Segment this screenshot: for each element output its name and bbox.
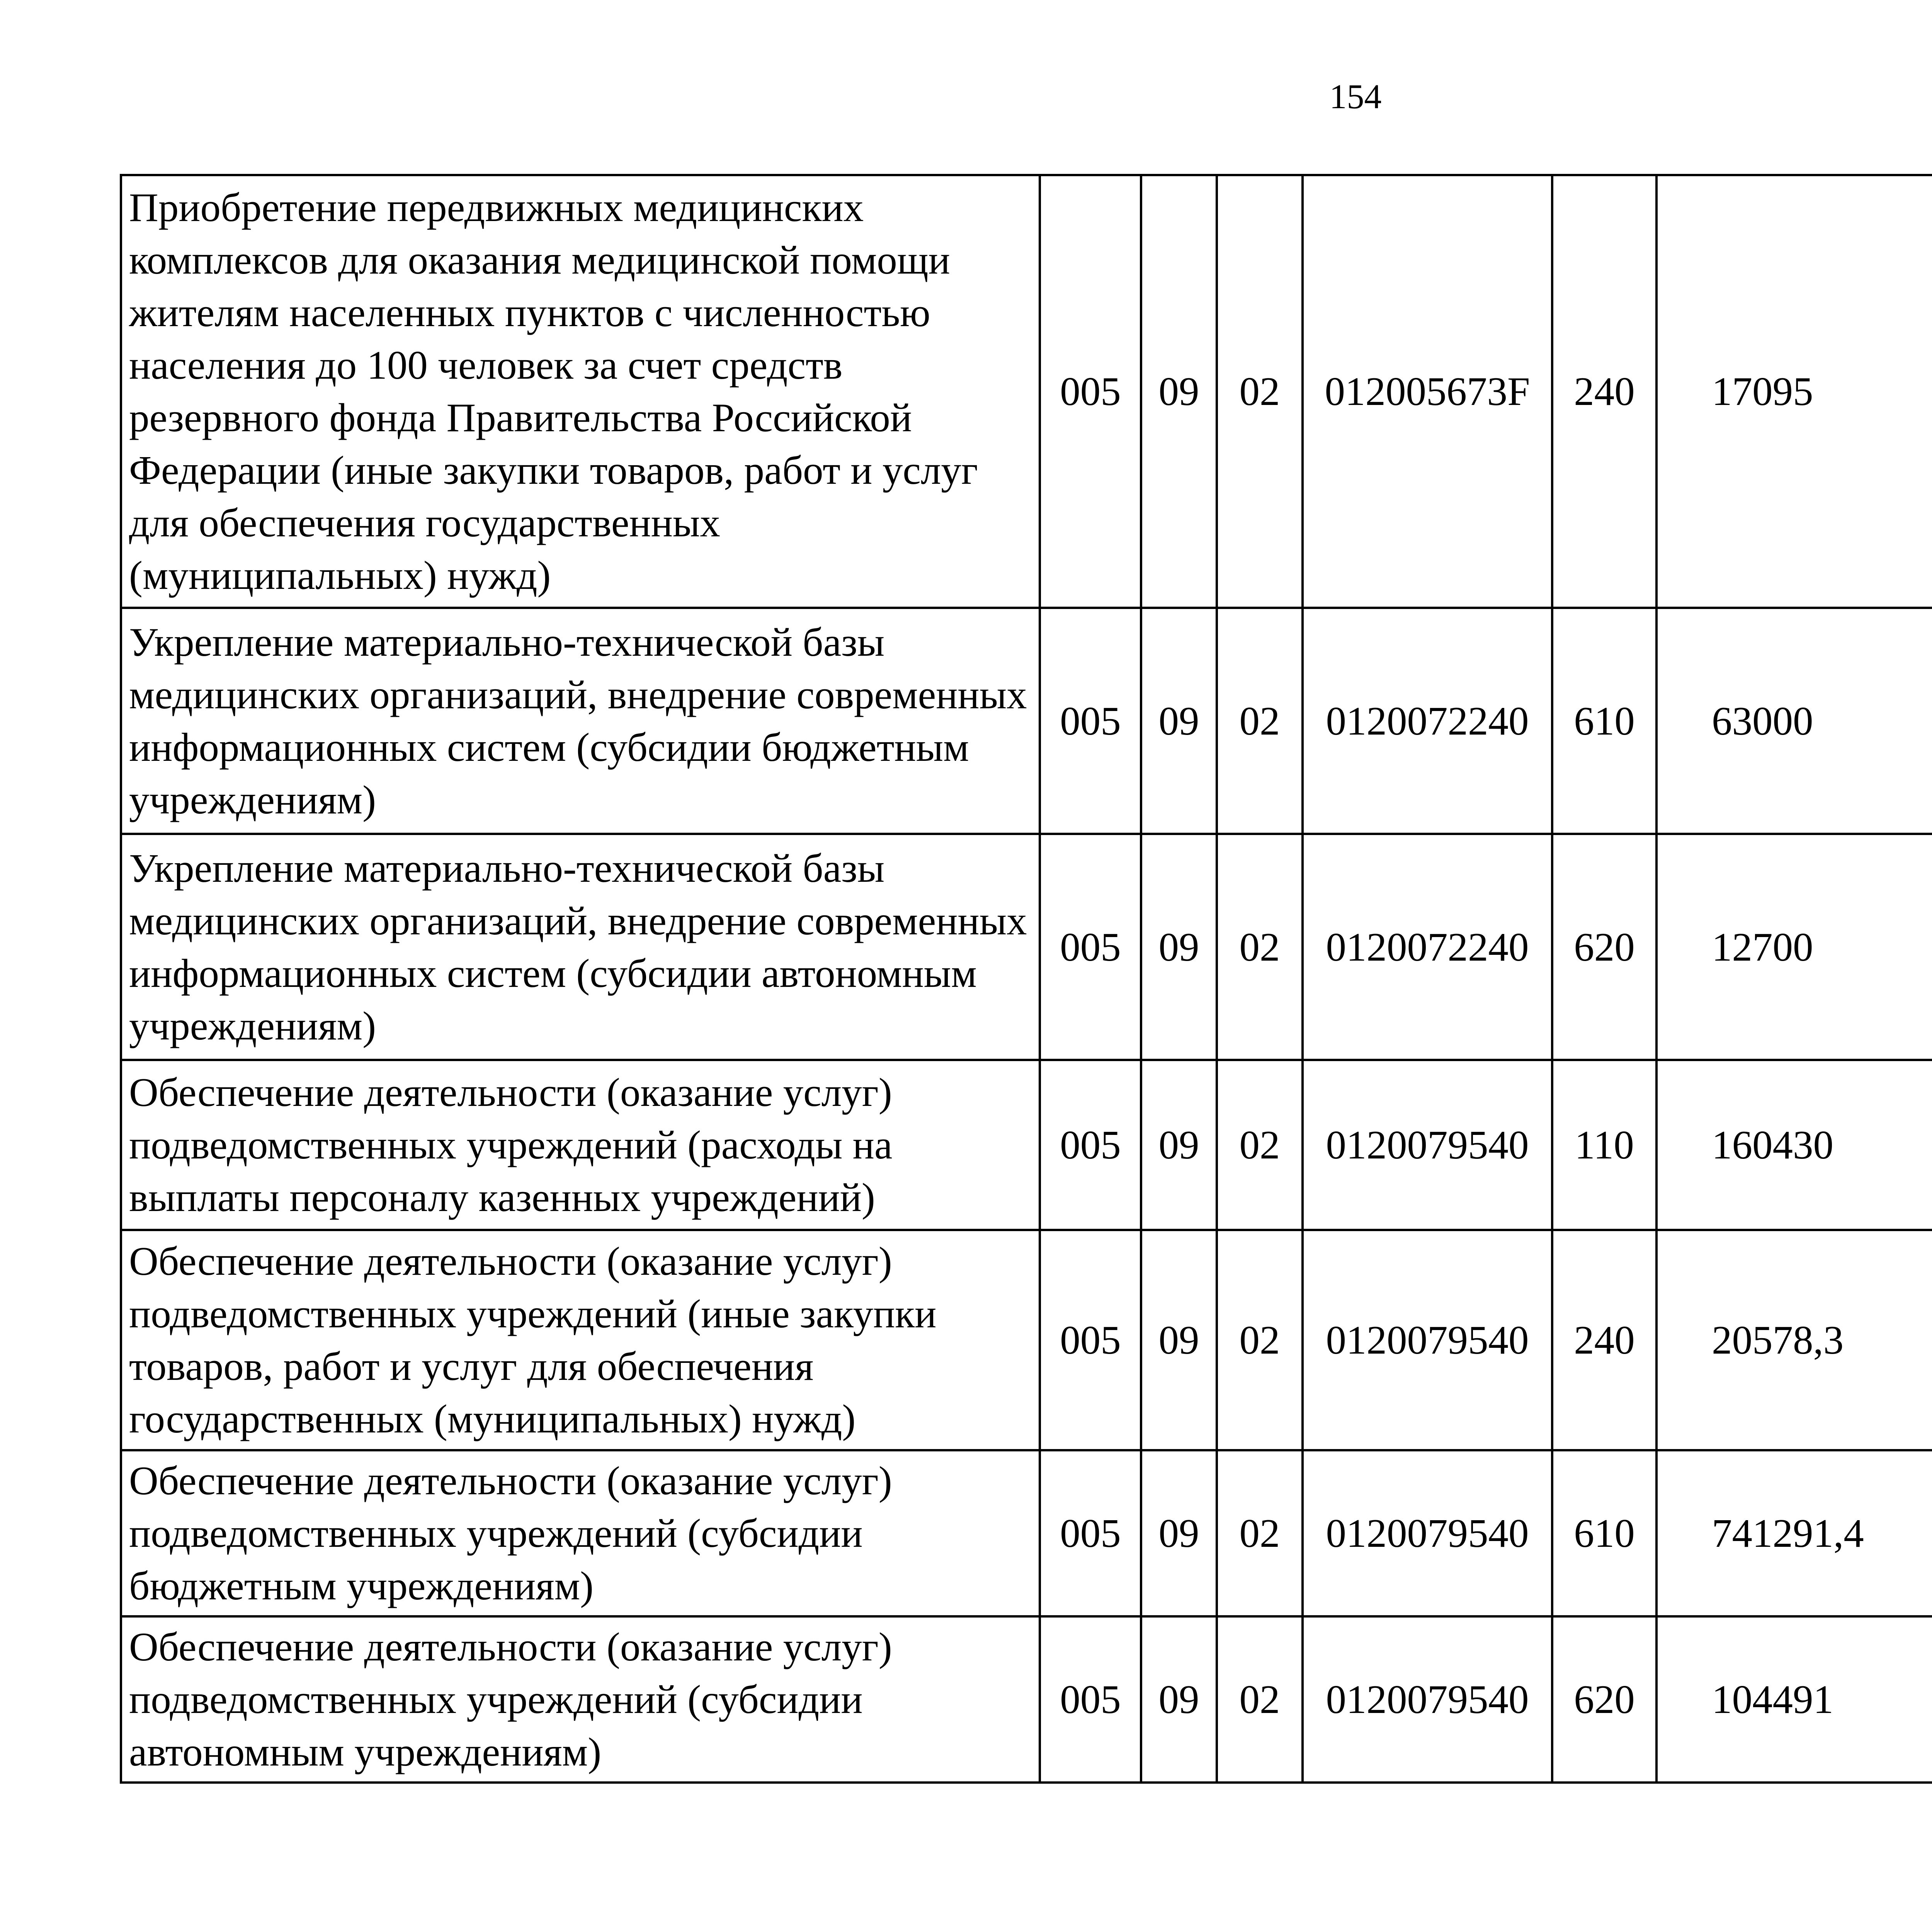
expense-type-code: 110 [1552,1060,1656,1230]
section-code: 09 [1141,834,1217,1060]
amount-year-1: 104491 [1656,1616,1932,1783]
table-body [121,175,1932,1783]
table-row [121,1230,1932,1450]
grbs-code: 005 [1040,1230,1141,1450]
row-description: Обеспечение деятельности (оказание услуг) подведомственных учреждений (расходы на выплаты персоналу казенных учреждений) [121,1060,1040,1230]
expense-type-code: 610 [1552,1450,1656,1616]
table-row [121,1616,1932,1783]
section-code: 09 [1141,1060,1217,1230]
section-code: 09 [1141,1450,1217,1616]
section-code: 09 [1141,1616,1217,1783]
target-article-code: 0120079540 [1303,1230,1552,1450]
row-description: Обеспечение деятельности (оказание услуг) подведомственных учреждений (иные закупки товаров, работ и услуг для обеспечения государственных (муниципальных) нужд) [121,1230,1040,1450]
subsection-code: 02 [1217,834,1303,1060]
target-article-code: 0120079540 [1303,1616,1552,1783]
subsection-code: 02 [1217,175,1303,608]
section-code: 09 [1141,175,1217,608]
target-article-code: 0120079540 [1303,1060,1552,1230]
target-article-code: 012005673F [1303,175,1552,608]
amount-year-1: 12700 [1656,834,1932,1060]
amount-year-1: 17095 [1656,175,1932,608]
subsection-code: 02 [1217,1616,1303,1783]
section-code: 09 [1141,608,1217,834]
grbs-code: 005 [1040,1450,1141,1616]
row-description: Обеспечение деятельности (оказание услуг) подведомственных учреждений (субсидии автономным учреждениям) [121,1616,1040,1783]
target-article-code: 0120072240 [1303,608,1552,834]
amount-year-1: 63000 [1656,608,1932,834]
table-row [121,175,1932,608]
amount-year-1: 741291,4 [1656,1450,1932,1616]
budget-table [120,174,1932,1784]
target-article-code: 0120079540 [1303,1450,1552,1616]
row-description: Укрепление материально-технической базы медицинских организаций, внедрение современных информационных систем (субсидии автономным учреждениям) [121,834,1040,1060]
row-description: Приобретение передвижных медицинских комплексов для оказания медицинской помощи жителям населенных пунктов с численностью населения до 100 человек за счет средств резервного фонда Правительства Российской Федерации (иные закупки товаров, работ и услуг для обеспечения государственных (муниципальных) нужд) [121,175,1040,608]
table-row [121,834,1932,1060]
subsection-code: 02 [1217,1450,1303,1616]
amount-year-1: 160430 [1656,1060,1932,1230]
expense-type-code: 610 [1552,608,1656,834]
expense-type-code: 620 [1552,1616,1656,1783]
section-code: 09 [1141,1230,1217,1450]
expense-type-code: 240 [1552,1230,1656,1450]
row-description: Обеспечение деятельности (оказание услуг) подведомственных учреждений (субсидии бюджетным учреждениям) [121,1450,1040,1616]
grbs-code: 005 [1040,608,1141,834]
page-number: 154 [1329,78,1382,116]
subsection-code: 02 [1217,1060,1303,1230]
row-description: Укрепление материально-технической базы медицинских организаций, внедрение современных информационных систем (субсидии бюджетным учреждениям) [121,608,1040,834]
subsection-code: 02 [1217,1230,1303,1450]
table-row [121,1450,1932,1616]
expense-type-code: 240 [1552,175,1656,608]
table-row [121,1060,1932,1230]
grbs-code: 005 [1040,175,1141,608]
table-row [121,608,1932,834]
grbs-code: 005 [1040,1616,1141,1783]
grbs-code: 005 [1040,834,1141,1060]
amount-year-1: 20578,3 [1656,1230,1932,1450]
target-article-code: 0120072240 [1303,834,1552,1060]
subsection-code: 02 [1217,608,1303,834]
expense-type-code: 620 [1552,834,1656,1060]
grbs-code: 005 [1040,1060,1141,1230]
